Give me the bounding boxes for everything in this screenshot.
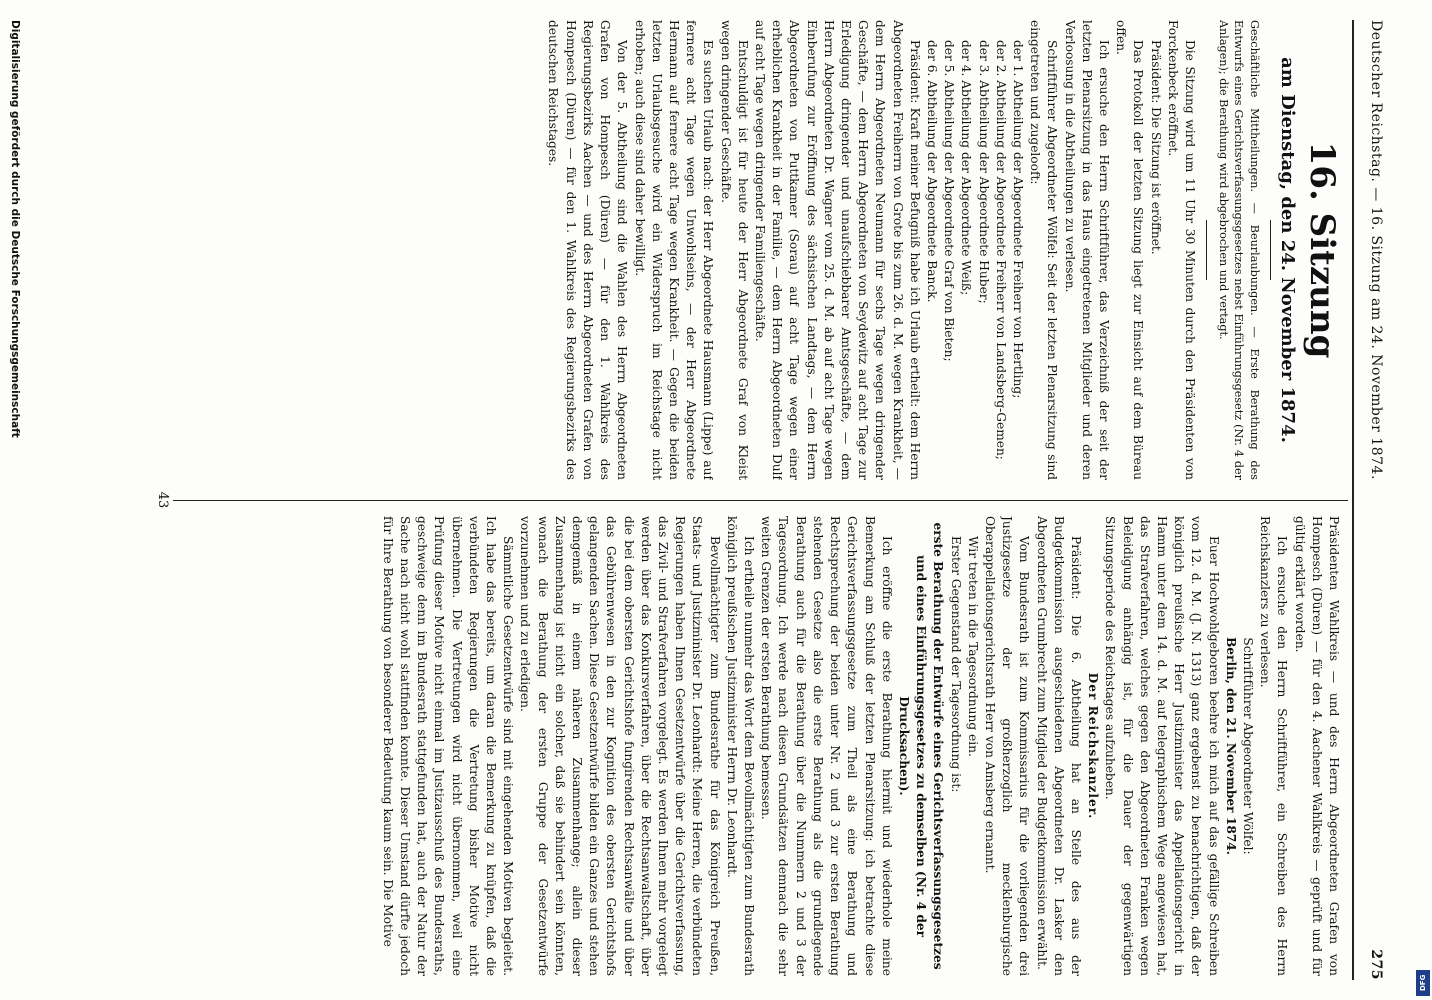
paragraph: Die Sitzung wird um 11 Uhr 30 Minuten durch den Präsidenten von Forckenbeck eröffnet. <box>1165 20 1198 480</box>
bottom-page-number: 43 <box>155 491 170 509</box>
letter-signature: Der Reichskanzler. <box>1086 672 1101 820</box>
agenda-item: erste Berathung der Entwürfe eines Gerichtsverfassungsgesetzes und eines Einführungsgesetzes zu demselben (Nr. 4 der Drucksachen). <box>896 522 946 970</box>
paragraph: Das Protokoll der letzten Sitzung liegt zur Einsicht auf dem Büreau offen. <box>1114 20 1146 480</box>
paragraph: Vom Bundesrath ist zum Kommissarius für die vorliegenden drei Justizgesetze der großherzoglich mecklenburgische Oberappellationsgerichtsrath Herr von Amsberg ernannt. <box>982 516 1032 976</box>
session-summary: Geschäftliche Mittheilungen. — Beurlaubungen. — Erste Berathung des Entwurfs eines Gerichtsverfassungsgesetzes nebst Einführungsgesetz (Nr. 4 der Anlagen); die Berathung wird abgebrochen und vertagt. <box>1216 20 1261 480</box>
page-number: 275 <box>1368 949 1384 980</box>
paragraph: Wir treten in die Tagesordnung ein. <box>965 536 980 757</box>
paragraph: Präsident: Die 6. Abtheilung hat an Stelle des aus der Budgetkommission ausgeschiedenen Abgeordneten Dr. Lasker den Abgeordneten Grumbrecht zum Mitglied der Budgetkommission erwählt. <box>1034 516 1083 976</box>
paragraph: der 2. Abtheilung der Abgeordnete Freiherr von Landsberg-Gemen; <box>993 40 1008 460</box>
paragraph: Ich ersuche den Herrn Schriftführer, das Verzeichniß der seit der letzten Plenarsitzung in das Haus eingetretenen Mitglieder und deren Verloosung in die Abtheilungen zu verlesen. <box>1062 20 1111 480</box>
running-header <box>1362 20 1390 980</box>
title-divider <box>1270 220 1271 280</box>
paragraph: Präsidenten Wahlkreis — und des Herrn Abgeordneten Grafen von Hompesch (Düren) — für den 4. Aachener Wahlkreis — geprüft und für gültig erklärt worden. <box>1292 516 1341 976</box>
paragraph: Präsident: Die Sitzung ist eröffnet. <box>1148 40 1163 255</box>
paragraph: Schriftführer Abgeordneter Wölfel: <box>1240 637 1255 855</box>
paragraph: der 3. Abtheilung der Abgeordnete Huber; <box>976 40 991 304</box>
session-date: am Dienstag, den 24. November 1874. <box>1277 57 1298 443</box>
session-title: 16. Sitzung <box>1302 141 1342 359</box>
paragraph: Ich ersuche den Herrn Schriftführer, ein Schreiben des Herrn Reichskanzlers zu verlesen. <box>1258 516 1290 976</box>
letter-date: Berlin, den 21. November 1874. <box>1223 636 1238 855</box>
digitization-footer <box>4 0 24 1000</box>
paragraph: Von der 5. Abtheilung sind die Wahlen des Herrn Abgeordneten Grafen von Hompesch (Düren) — für den 1. Wahlkreis des Regierungsbezirks Aachen — und des Herrn Abgeordneten Grafen von Hompesch (Düren) — für den 1. Wahlkreis des Regierungsbezirks des deutschen Reichstages. <box>546 20 630 480</box>
paragraph: der 1. Abtheilung der Abgeordnete Freiherr von Hertling; <box>1010 40 1025 399</box>
paragraph: Ich eröffne die erste Berathung hiermit und wiederhole meine Bemerkung am Schluß der letzten Plenarsitzung: ich betrachte diese Gerichtsverfassungsgesetze zum Theil als eine Berathung und Rechtsprechung der beiden unter Nr. 2 und 3 zur ersten Berathung stehenden Gesetze also die erste Berathung als die grundlegende Berathung auch für die Berathung über die Nummern 2 und 3 der Tagesordnung. Ich werde nach diesen Grundsätzen demnach die sehr weiten Grenzen der ersten Berathung bemessen. <box>759 516 894 976</box>
header-rule <box>1352 20 1354 980</box>
running-header-title: Deutscher Reichstag. — 16. Sitzung am 24. November 1874. <box>1368 20 1384 480</box>
paragraph: Schriftführer Abgeordneter Wölfel: Seit der letzten Plenarsitzung sind eingetreten und zugelooft: <box>1028 20 1060 480</box>
paragraph: Entschuldigt ist für heute der Herr Abgeordnete Graf von Kleist wegen dringender Geschäfte. <box>718 20 750 480</box>
paragraph: Euer Hochwohlgeboren beehre ich mich auf das gefällige Schreiben vom 12. d. M. (J. N. 1313) ganz ergebenst zu benachrichtigen, daß der königlich preußische Herr Justizminister das Appellationsgericht in Hamm unter dem 14. d. M. auf telegraphischem Wege angewiesen hat, das Strafverfahren, welches gegen den Abgeordneten Franken wegen Beleidigung anhängig ist, für die Dauer der gegenwärtigen Sitzungsperiode des Reichstages aufzuheben. <box>1103 516 1221 976</box>
paragraph: Bevollmächtigter zum Bundesrathe für das Königreich Preußen, Staats- und Justizminister Dr. Leonhardt: Meine Herren, die verbündeten Regierungen haben Ihnen Gesetzentwürfe über die Gerichtsverfassung, das Zivil- und Strafverfahren vorgelegt. Es werden Ihnen mehr vorgelegt werden über das Konkursverfahren, über die Rechtsanwaltschaft, über die bei dem obersten Gerichtshofe fungirenden Rechtsanwälte und über das Gebührenwesen in den zur Kognition des obersten Gerichtshofs gelangenden Sachen. Diese Gesetzentwürfe bilden ein Ganzes und stehen demgemäß in einem näheren Zusammenhange; allein dieser Zusammenhang ist nicht ein solcher, daß sie behindert sein könnten, wonach die Berathung der ersten Gruppe der Gesetzentwürfe vorzunehmen und zu erledigen. <box>518 516 722 976</box>
paragraph: der 6. Abtheilung der Abgeordnete Banck. <box>924 40 939 303</box>
paragraph: Präsident: Kraft meiner Befugniß habe ich Urlaub ertheilt: dem Herrn Abgeordneten Freiherrn von Grote bis zum 26. d. M. wegen Krankheit, — dem Herrn Abgeordneten Neumann für sechs Tage wegen dringender Geschäfte, — dem Herrn Abgeordneten von Seydewitz auf acht Tage zur Erledigung dringender und unaufschiebbarer Amtsgeschäfte, — dem Herrn Abgeordneten Dr. Wagner vom 25. d. M. ab auf acht Tage wegen Einberufung zur Eröffnung des sächsischen Landtags, — dem Herrn Abgeordneten von Puttkamer (Sorau) auf acht Tage wegen einer erheblichen Krankheit in der Familie, — dem Herrn Abgeordneten Dulf auf acht Tage wegen dringender Familiengeschäfte. <box>752 20 922 480</box>
paragraph: Ich ertheile nunmehr das Wort dem Bevollmächtigten zum Bundesrath königlich preußischen Justizminister Herrn Dr. Leonhardt. <box>724 516 757 976</box>
column-divider <box>173 500 1348 501</box>
summary-divider <box>1206 220 1207 280</box>
paragraph: Sämmtliche Gesetzentwürfe sind mit eingehenden Motiven begleitet. Ich habe das bereits, um daran die Bemerkung zu knüpfen, daß die verbündeten Regierungen die Vertretung bisher Motive nicht übernehmen. Die Vertretungen wird nicht übernommen, weil eine Prüfung dieser Motive nicht einmal im Justizausschuß des Bundesraths, geschweige denn im Bundesrath stattgefunden hat, auch der Natur der Sache nach nicht wohl stattfinden konnte. Dieser Umstand dürfte jedoch für Ihre Berathung von besonderer Bedeutung kaum sein. Die Motive <box>380 516 516 976</box>
paragraph: Erster Gegenstand der Tagesordnung ist: <box>948 536 963 793</box>
footer-text: Digitalisierung gefördert durch die Deutsche Forschungsgemeinschaft <box>9 20 21 438</box>
dfg-logo-icon: DFG <box>1416 970 1430 996</box>
paragraph: der 5. Abtheilung der Abgeordnete Graf von Bieten; <box>942 40 957 362</box>
paragraph: der 4. Abtheilung der Abgeordnete Weiß; <box>959 40 974 296</box>
paragraph: Es suchen Urlaub nach: der Herr Abgeordnete Hausmann (Lippe) auf fernere acht Tage wegen Unwohlseins, — der Herr Abgeordnete Hermann auf fernere acht Tage wegen Krankheit. — Gegen die beiden letzten Urlaubsgesuche wird ein Widerspruch im Reichstage nicht erhoben; auch diese sind daher bewilligt. <box>632 20 716 480</box>
left-column <box>172 20 1342 480</box>
right-column <box>172 516 1342 976</box>
